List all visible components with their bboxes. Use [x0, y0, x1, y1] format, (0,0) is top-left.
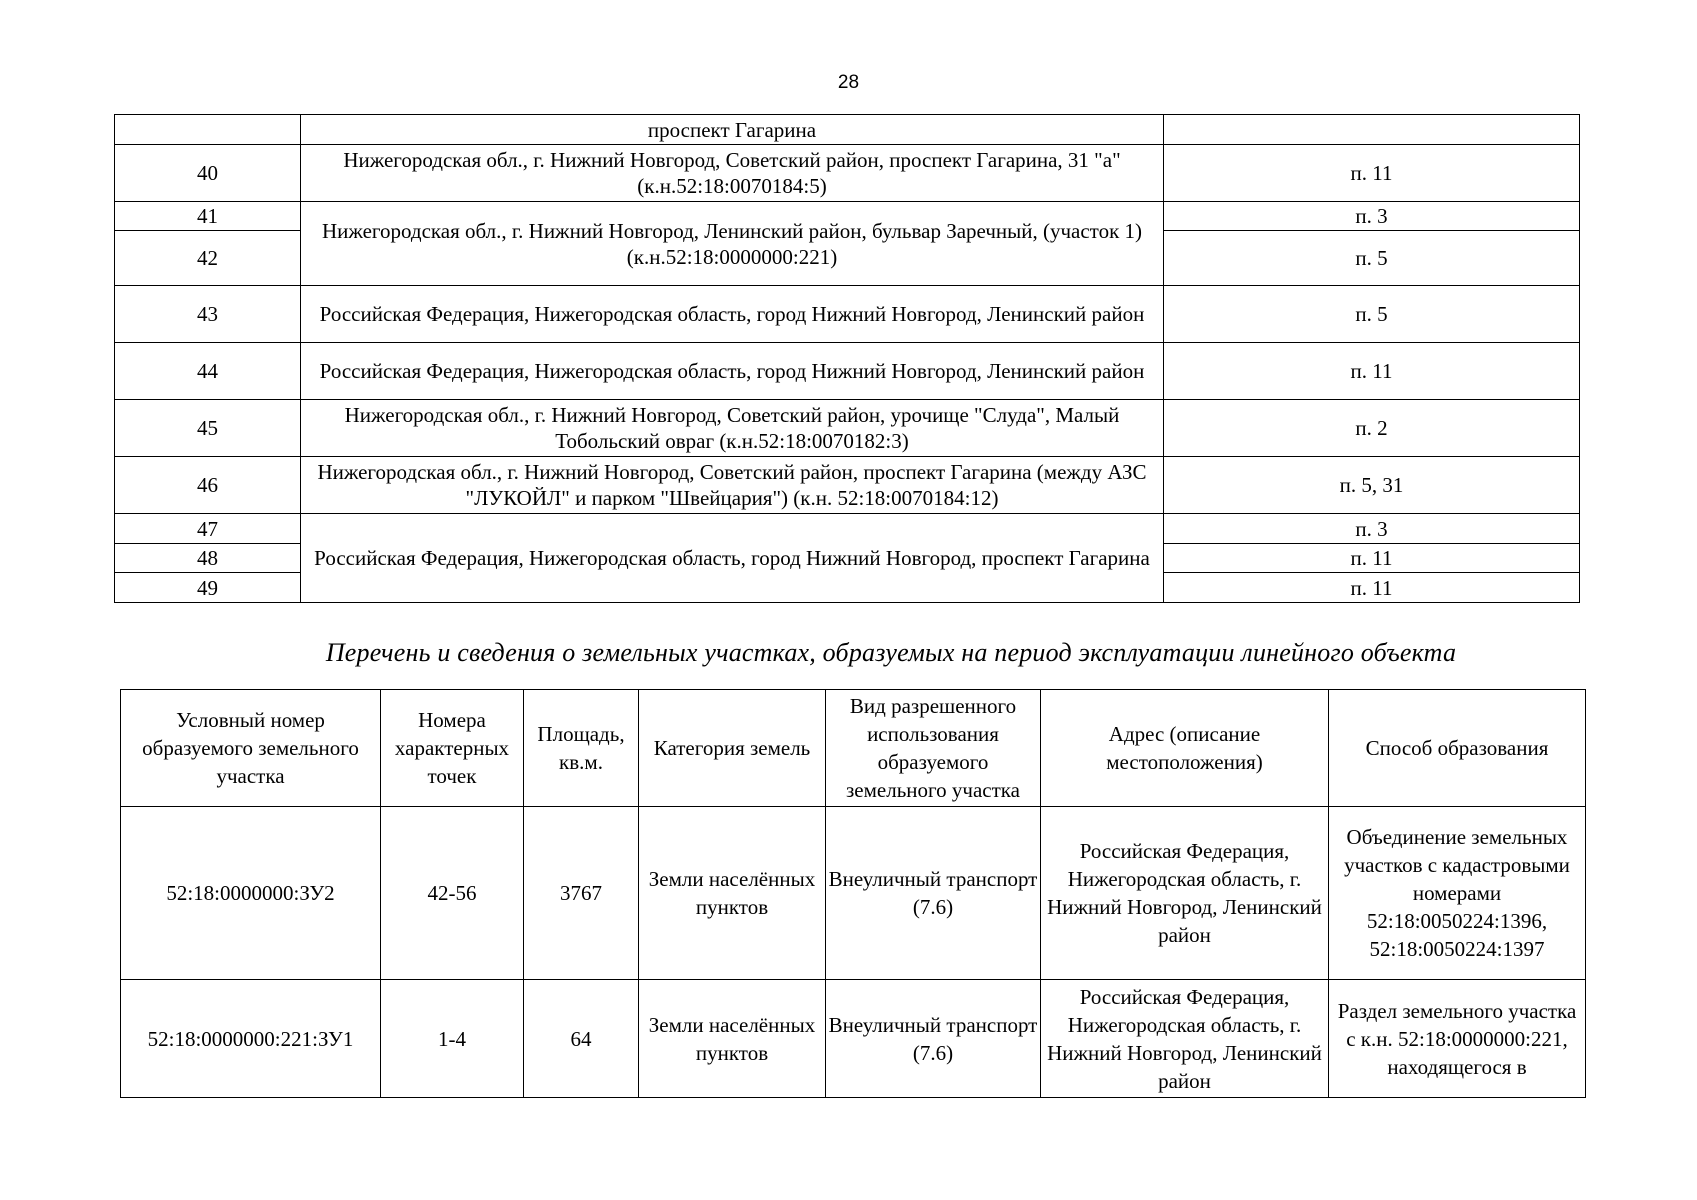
header-points: Номера характерных точек: [381, 690, 524, 807]
clause-cell: п. 11: [1164, 573, 1580, 603]
address-cell: [301, 202, 1164, 286]
address-cell: Нижегородская обл., г. Нижний Новгород, Советский район, проспект Гагарина (между АЗС "ЛУКОЙЛ" и парком "Швейцария") (к.н. 52:18:0070184:12): [301, 457, 1164, 514]
address-cell: Нижегородская обл., г. Нижний Новгород, Советский район, проспект Гагарина, 31 "а" (к.н.52:18:0070184:5): [301, 145, 1164, 202]
table-row: [121, 807, 1586, 980]
point-number: 41: [115, 202, 301, 231]
address-line: (к.н.52:18:0000000:221): [626, 244, 838, 269]
page-number: 28: [837, 72, 860, 93]
point-number: 47: [115, 514, 301, 544]
formation-method: Раздел земельного участка с к.н. 52:18:0000000:221, находящегося в: [1329, 980, 1586, 1098]
table-row: [115, 115, 1580, 145]
point-number: 43: [115, 286, 301, 343]
address-cell: Российская Федерация, Нижегородская область, город Нижний Новгород, Ленинский район: [301, 286, 1164, 343]
point-number: 42: [115, 231, 301, 286]
clause-cell: п. 5: [1164, 231, 1580, 286]
point-number: 40: [115, 145, 301, 202]
clause-cell: п. 3: [1164, 514, 1580, 544]
clause-cell: п. 2: [1164, 400, 1580, 457]
clause-cell: п. 5, 31: [1164, 457, 1580, 514]
permitted-use: Внеуличный транспорт (7.6): [826, 980, 1041, 1098]
header-formation-method: Способ образования: [1329, 690, 1586, 807]
land-plots-table: [120, 689, 1586, 1098]
table-row: [115, 145, 1580, 202]
clause-cell: п. 3: [1164, 202, 1580, 231]
plot-number: 52:18:0000000:221:ЗУ1: [121, 980, 381, 1098]
address-cell: Российская Федерация, Нижегородская область, город Нижний Новгород, проспект Гагарина: [301, 514, 1164, 603]
clause-cell: п. 11: [1164, 343, 1580, 400]
land-category: Земли населённых пунктов: [639, 807, 826, 980]
header-address: Адрес (описание местоположения): [1041, 690, 1329, 807]
points-table: [114, 114, 1580, 603]
table-row: [115, 400, 1580, 457]
area-value: 3767: [524, 807, 639, 980]
address-cell: Российская Федерация, Нижегородская область, город Нижний Новгород, Ленинский район: [301, 343, 1164, 400]
table-row: [115, 514, 1580, 544]
plot-number: 52:18:0000000:ЗУ2: [121, 807, 381, 980]
address-line: Нижегородская обл., г. Нижний Новгород, Ленинский район, бульвар Заречный, (участок 1): [321, 218, 1143, 243]
land-category: Земли населённых пунктов: [639, 980, 826, 1098]
clause-cell: п. 11: [1164, 544, 1580, 573]
point-number: 44: [115, 343, 301, 400]
table-row: [115, 457, 1580, 514]
header-land-category: Категория земель: [639, 690, 826, 807]
header-area: Площадь, кв.м.: [524, 690, 639, 807]
table-row: [115, 286, 1580, 343]
clause-cell: п. 5: [1164, 286, 1580, 343]
point-number: 46: [115, 457, 301, 514]
point-number: 49: [115, 573, 301, 603]
point-number: [115, 115, 301, 145]
point-number: 48: [115, 544, 301, 573]
clause-cell: [1164, 115, 1580, 145]
address-cell: Нижегородская обл., г. Нижний Новгород, Советский район, урочище "Слуда", Малый Тобольский овраг (к.н.52:18:0070182:3): [301, 400, 1164, 457]
header-permitted-use: Вид разрешенного использования образуемого земельного участка: [826, 690, 1041, 807]
address-cell: Российская Федерация, Нижегородская область, г. Нижний Новгород, Ленинский район: [1041, 807, 1329, 980]
table-row: [115, 202, 1580, 231]
point-number: 45: [115, 400, 301, 457]
section-heading: Перечень и сведения о земельных участках, образуемых на период эксплуатации линейного объекта: [325, 638, 1457, 667]
table-row: [121, 980, 1586, 1098]
clause-cell: п. 11: [1164, 145, 1580, 202]
address-cell: Российская Федерация, Нижегородская область, г. Нижний Новгород, Ленинский район: [1041, 980, 1329, 1098]
table-row: [115, 343, 1580, 400]
points-range: 1-4: [381, 980, 524, 1098]
header-plot-number: Условный номер образуемого земельного участка: [121, 690, 381, 807]
points-range: 42-56: [381, 807, 524, 980]
area-value: 64: [524, 980, 639, 1098]
address-cell: проспект Гагарина: [301, 115, 1164, 145]
permitted-use: Внеуличный транспорт (7.6): [826, 807, 1041, 980]
table-header-row: [121, 690, 1586, 807]
formation-method: Объединение земельных участков с кадастровыми номерами 52:18:0050224:1396, 52:18:0050224:1397: [1329, 807, 1586, 980]
